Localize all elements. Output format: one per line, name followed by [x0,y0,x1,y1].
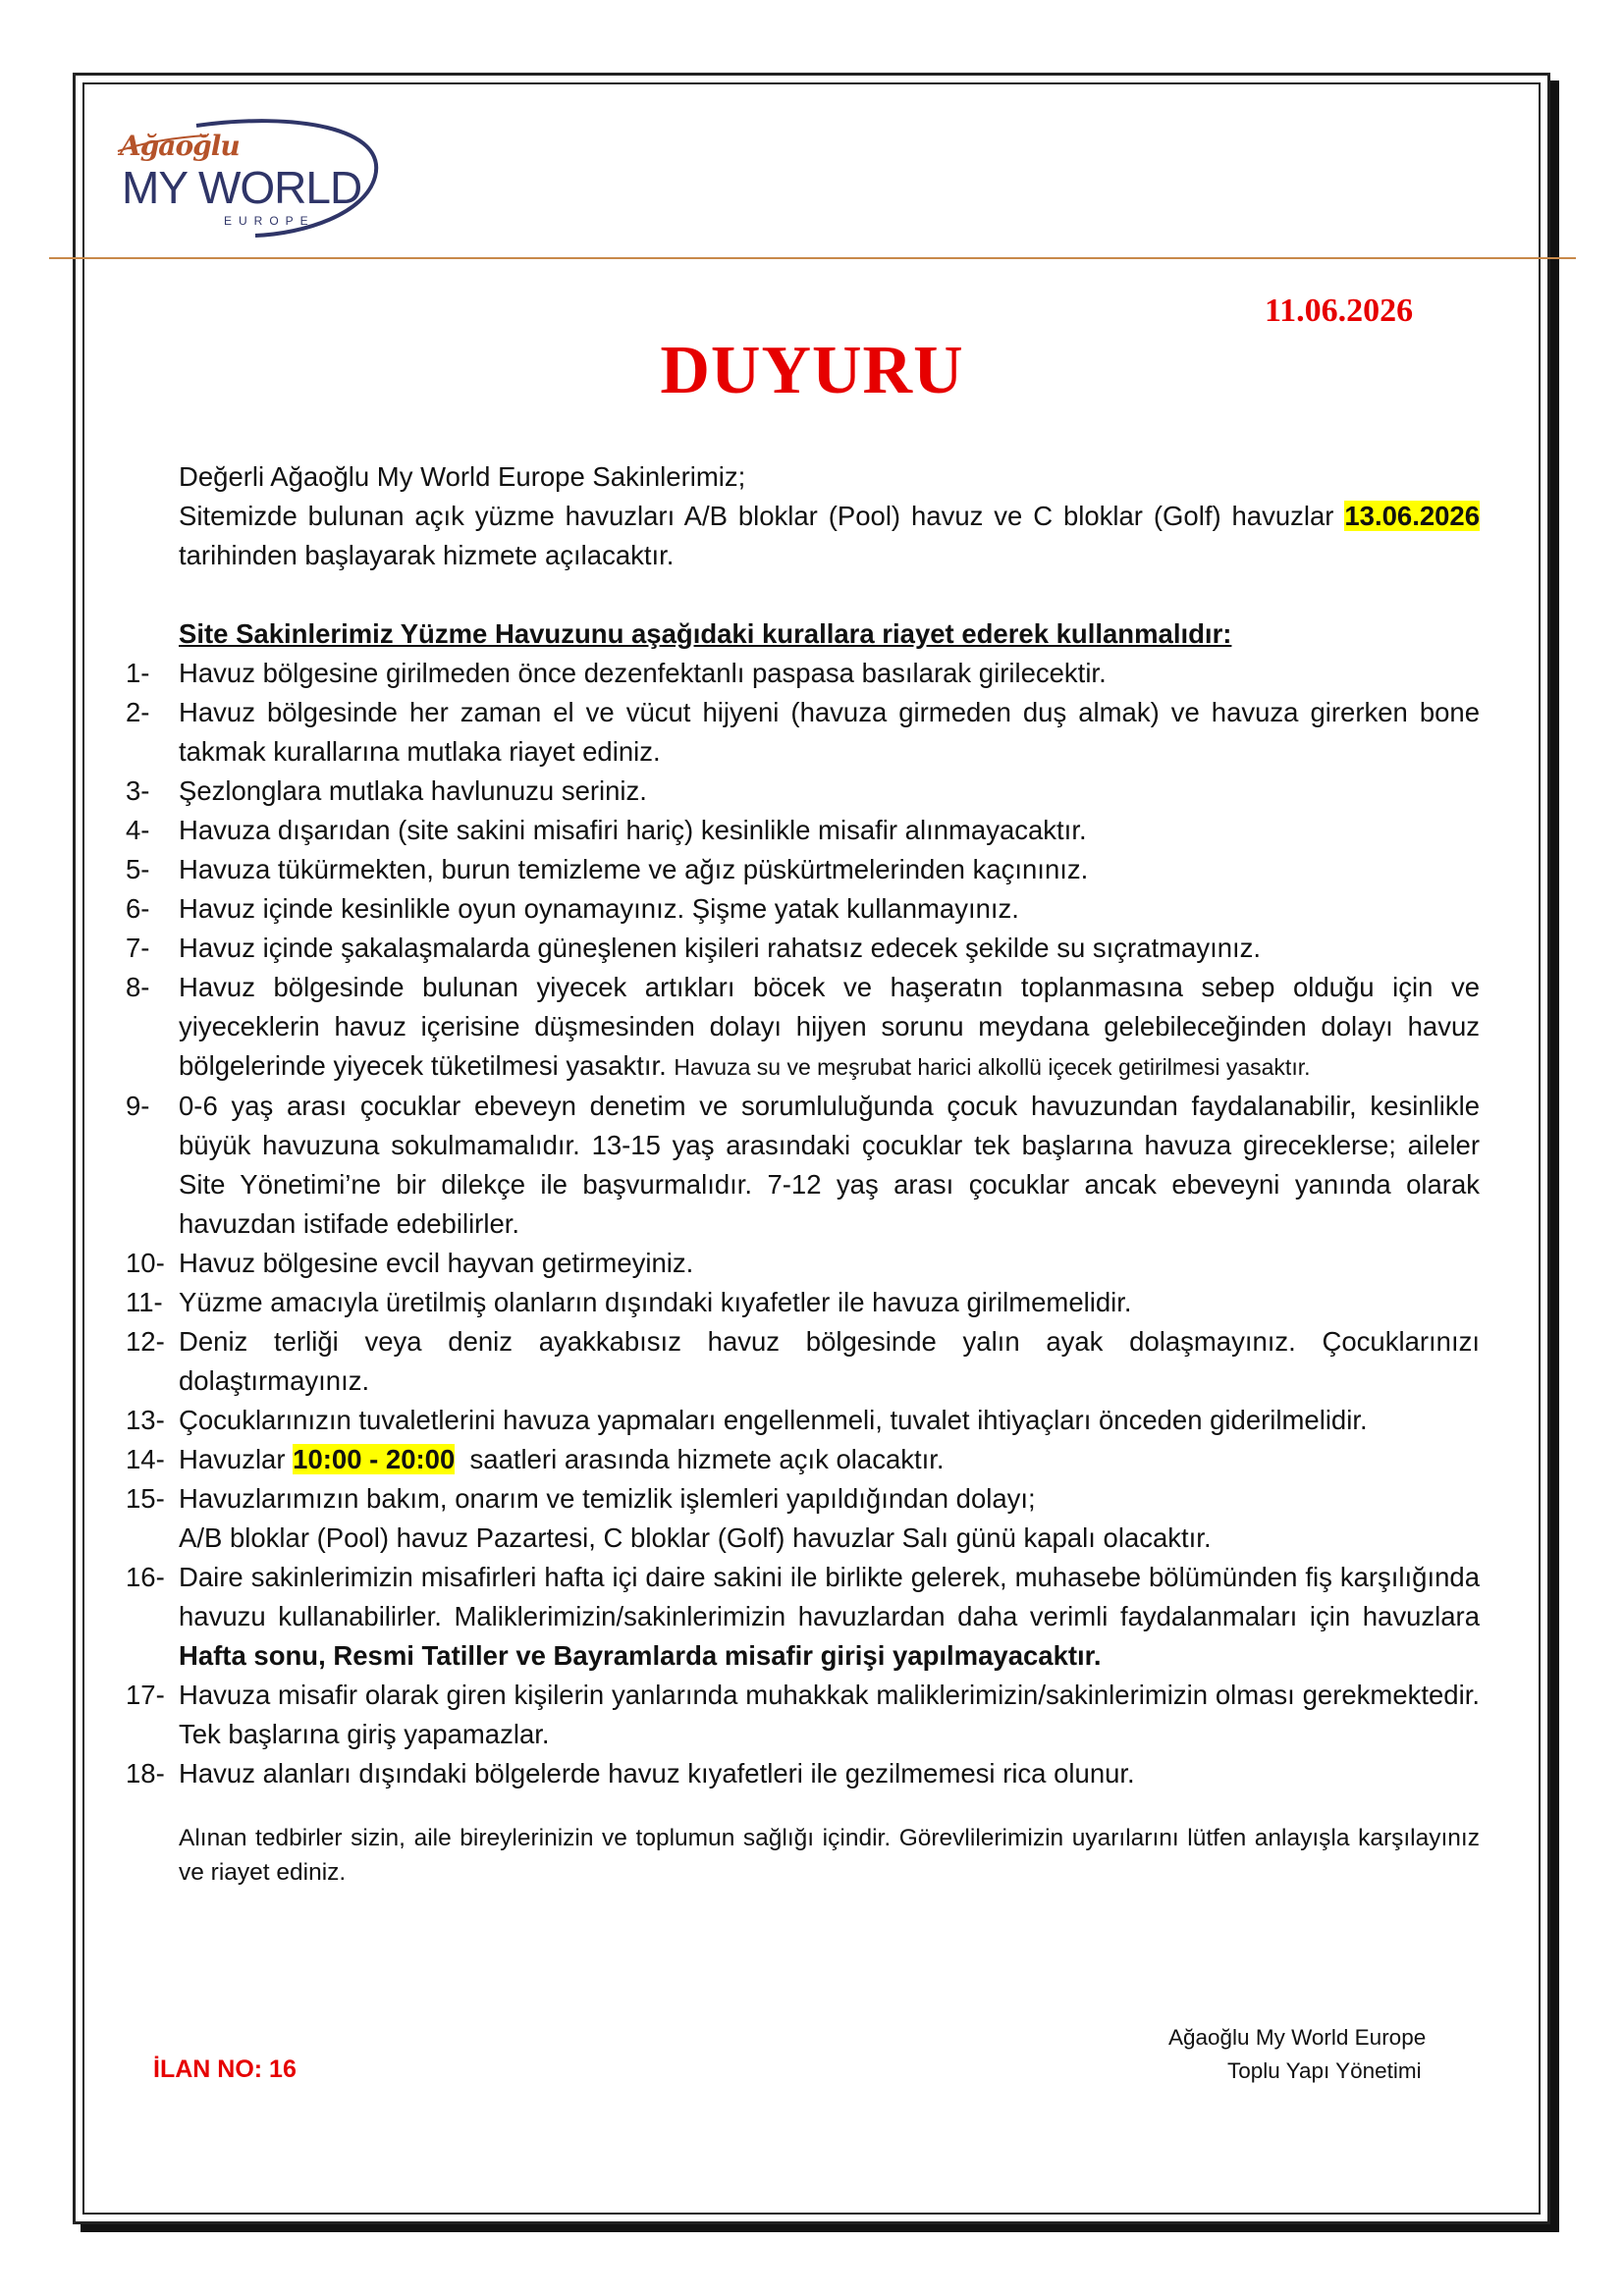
rule-item [126,1676,1480,1754]
rule-text: Daire sakinlerimizin misafirleri hafta içi daire sakini ile birlikte gelerek, muhasebe bölümünden fiş karşılığında havuzu kullanabilirler. Maliklerimizin/sakinlerimizin havuzlardan daha verimli faydalanmaları için havuzlara [179,1562,1480,1631]
rule-number: 3- [126,775,150,806]
rules-list [126,654,1480,1793]
closing-paragraph: Alınan tedbirler sizin, aile bireylerinizin ve toplumun sağlığı içindir. Görevlilerimizin uyarılarını lütfen anlayışla karşılayınız ve riayet ediniz. [179,1825,1480,1886]
rule-item [126,1401,1480,1440]
rule-item [126,1440,1480,1479]
rule-number: 4- [126,815,150,845]
rule-text: Havuzlarımızın bakım, onarım ve temizlik işlemleri yapıldığından dolayı; [179,1483,1036,1514]
rule-item [126,1087,1480,1244]
rule-text: Havuz bölgesine girilmeden önce dezenfektanlı paspasa basılarak girilecektir. [179,658,1107,688]
signature-department: Toplu Yapı Yönetimi [1227,2058,1422,2083]
intro-text-end: tarihinden başlayarak hizmete açılacaktır. [179,540,675,570]
rule-text: 0-6 yaş arası çocuklar ebeveyn denetim ve sorumluluğunda çocuk havuzundan faydalanabilir, kesinlikle büyük havuzuna sokulmamalıdır. 13-15 yaş arasındaki çocuklar tek başlarına havuza gireceklerse; aileler Site Yönetimi’ne bir dilekçe ile başvurmalıdır. 7-12 yaş arası çocuklar ancak ebeveyni yanında olarak havuzdan istifade edebilirler. [179,1091,1480,1239]
rule-item [126,772,1480,811]
signature-organization: Ağaoğlu My World Europe [1168,2025,1427,2050]
rule-text-line2: A/B bloklar (Pool) havuz Pazartesi, C bloklar (Golf) havuzlar Salı günü kapalı olacaktır. [179,1522,1212,1553]
rule-number: 1- [126,658,150,688]
rule-text: Havuza misafir olarak giren kişilerin yanlarında muhakkak maliklerimizin/sakinlerimizin olması gerekmektedir. Tek başlarına giriş yapamazlar. [179,1680,1480,1749]
notice-number: İLAN NO: 16 [153,2056,297,2083]
highlighted-open-date: 13.06.2026 [1344,501,1481,531]
rule-number: 2- [126,697,150,727]
rule-small-note: Havuza su ve meşrubat harici alkollü içecek getirilmesi yasaktır. [674,1054,1311,1080]
rule-text: Çocuklarınızın tuvaletlerini havuza yapmaları engellenmeli, tuvalet ihtiyaçları önceden giderilmelidir. [179,1405,1368,1435]
rule-number: 15- [126,1483,165,1514]
rule-number: 5- [126,854,150,884]
rule-item [126,889,1480,929]
page-title: DUYURU [660,333,964,408]
rule-item [126,1754,1480,1793]
rule-item [126,929,1480,968]
rule-text: Havuz alanları dışındaki bölgelerde havuz kıyafetleri ile gezilmemesi rica olunur. [179,1758,1135,1789]
highlighted-hours: 10:00 - 20:00 [293,1444,456,1474]
rule-text: Havuz bölgesinde bulunan yiyecek artıkları böcek ve haşeratın toplanmasına sebep olduğu için ve yiyeceklerin havuz içerisine düşmesinden dolayı hijyen sorunu meydana gelebileceğinden dolayı havuz bölgelerinde yiyecek tüketilmesi yasaktır. [179,972,1480,1081]
rules-heading: Site Sakinlerimiz Yüzme Havuzunu aşağıdaki kurallara riayet ederek kullanmalıdır: [179,618,1232,649]
logo-main-text: MY WORLD [122,162,362,213]
rule-text: Havuzlar [179,1444,286,1474]
rule-number: 9- [126,1091,150,1121]
rule-number: 7- [126,933,150,963]
rule-text: Havuz içinde şakalaşmalarda güneşlenen kişileri rahatsız edecek şekilde su sıçratmayınız. [179,933,1262,963]
rule-item [126,1244,1480,1283]
rule-number: 8- [126,972,150,1002]
rule-text: Havuz bölgesine evcil hayvan getirmeyiniz. [179,1248,694,1278]
announcement-date: 11.06.2026 [1265,293,1414,329]
rule-text: Deniz terliği veya deniz ayakkabısız havuz bölgesinde yalın ayak dolaşmayınız. Çocuklarınızı dolaştırmayınız. [179,1326,1480,1396]
intro-text: Sitemizde bulunan açık yüzme havuzları A/B bloklar (Pool) havuz ve C bloklar (Golf) havuzlar [179,501,1334,531]
rule-number: 13- [126,1405,165,1435]
rule-item [126,1322,1480,1401]
intro-paragraph [179,497,1480,575]
rule-number: 17- [126,1680,165,1710]
rule-item [126,1283,1480,1322]
rule-text: Havuz bölgesinde her zaman el ve vücut hijyeni (havuza girmeden duş almak) ve havuza girerken bone takmak kurallarına mutlaka riayet ediniz. [179,697,1480,767]
rule-number: 12- [126,1326,165,1357]
rule-text: Havuz içinde kesinlikle oyun oynamayınız. Şişme yatak kullanmayınız. [179,893,1019,924]
header-divider [49,257,1576,259]
announcement-body [126,457,1481,1890]
greeting: Değerli Ağaoğlu My World Europe Sakinlerimiz; [179,461,746,492]
rule-item [126,811,1480,850]
rule-number: 18- [126,1758,165,1789]
rule-item [126,850,1480,889]
rule-text: Yüzme amacıyla üretilmiş olanların dışındaki kıyafetler ile havuza girilmemelidir. [179,1287,1132,1317]
rule-item [126,654,1480,693]
company-logo [108,118,388,245]
rule-text: Havuza tükürmekten, burun temizleme ve ağız püskürtmelerinden kaçınınız. [179,854,1089,884]
rule-number: 16- [126,1562,165,1592]
rule-number: 6- [126,893,150,924]
rule-number: 10- [126,1248,165,1278]
rule-item [126,968,1480,1087]
rule-number: 11- [126,1287,163,1317]
rule-text-end: saatleri arasında hizmete açık olacaktır. [469,1444,945,1474]
logo-script-text: Ağaoğlu [120,130,240,162]
rule-item [126,1479,1480,1558]
rule-number: 14- [126,1444,165,1474]
rule-item [126,693,1480,772]
rule-text: Havuza dışarıdan (site sakini misafiri hariç) kesinlikle misafir alınmayacaktır. [179,815,1087,845]
rule-text: Şezlonglara mutlaka havlunuzu seriniz. [179,775,647,806]
rule-item [126,1558,1480,1676]
rule-bold-text: Hafta sonu, Resmi Tatiller ve Bayramlarda misafir girişi yapılmayacaktır. [179,1640,1102,1671]
logo-sub-text: EUROPE [224,214,315,228]
frame-shadow-bottom [81,2224,1559,2232]
